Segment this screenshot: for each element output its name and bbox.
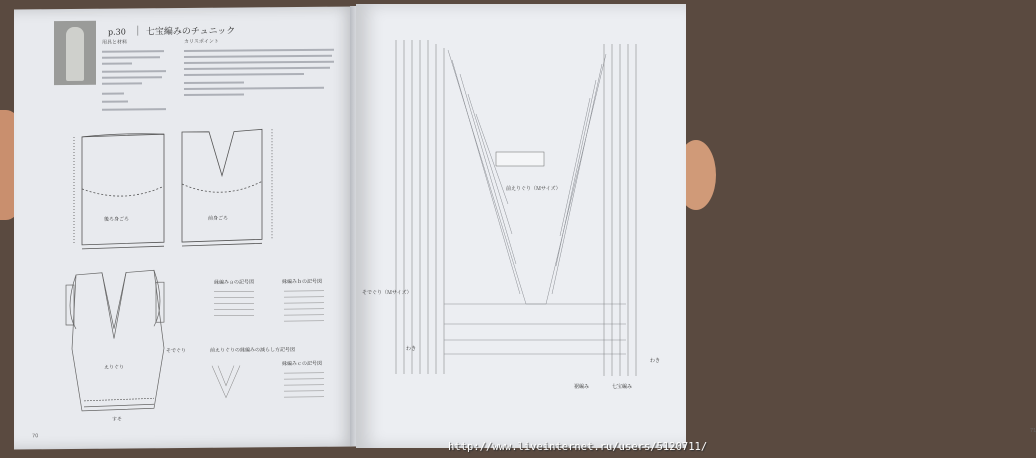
chart-callout [496,152,544,166]
page-number-right: 71 [1030,428,1036,434]
front-body-schematic [182,129,272,246]
materials-heading: 用具と材料 [102,39,128,46]
sleeve-chart-label: そでぐり（Ｍサイズ） [362,290,412,296]
chart-c-title: 縁編みｃの記号図 [282,360,323,368]
side-label-right: わき [650,358,661,364]
back-body-label: 後ろ身ごろ [104,216,130,223]
neck-chart-title: 前えりぐりの縁編みの減らし方記号図 [210,347,296,354]
page-reference: p.30 [108,27,126,37]
chart-body [444,50,626,354]
assembly-schematic [66,270,164,411]
page-number-left: 70 [32,433,39,440]
left-diagrams [14,7,356,450]
back-body-schematic [74,134,164,249]
crochet-chart [356,4,686,448]
bottom-label-1: 裾編み [574,384,590,390]
left-page [14,7,356,450]
right-page [356,4,1036,448]
hem-label: すそ [112,416,123,423]
pattern-title: 七宝編みのチュニック [145,26,236,38]
chart-a-title: 縁編みａの記号図 [214,279,255,286]
chart-grid-right [604,44,636,376]
neck-chart-label: 前えりぐり（Ｍサイズ） [506,186,561,192]
page-title: p.30 ｜ 七宝編みのチュニック [108,26,236,38]
front-body-label: 前身ごろ [207,215,229,222]
bottom-label-2: 七宝編み [612,384,633,390]
chart-grid-left [396,40,444,374]
chart-b-title: 縁編みｂの記号図 [282,278,323,286]
watermark-url: http://www.liveinternet.ru/users/5120711/ [448,441,708,453]
stitch-charts [212,291,324,398]
side-label-left: わき [406,346,417,352]
notes-heading: カリスポイント [184,38,219,46]
sleeve-label: そでぐり [166,347,187,355]
neck-label: えりぐり [104,364,125,371]
